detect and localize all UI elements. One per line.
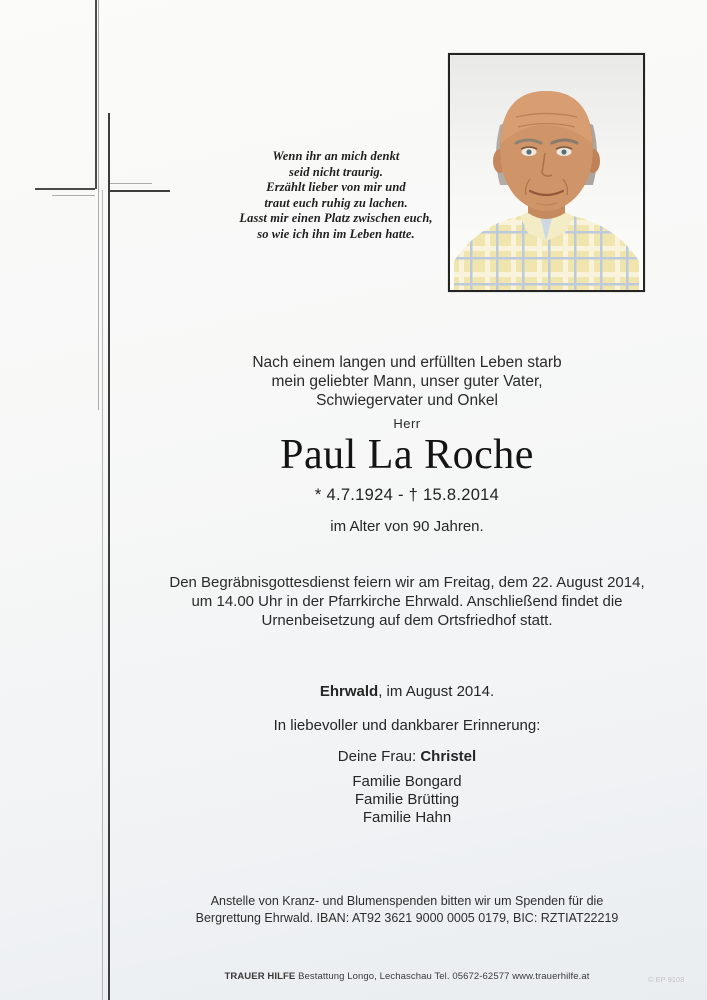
family-item: Familie Hahn: [362, 809, 452, 827]
wife-name: Christel: [420, 748, 477, 765]
intro-line: mein geliebter Mann, unser guter Vater,: [271, 372, 543, 390]
poem-line: Lasst mir einen Platz zwischen euch,: [239, 211, 433, 226]
intro-line: Nach einem langen und erfüllten Leben starb: [252, 354, 562, 371]
poem-line: seid nicht traurig.: [289, 164, 383, 179]
place-date-rest: , im August 2014.: [378, 683, 495, 700]
age-line: im Alter von 90 Jahren.: [330, 518, 484, 535]
cross-vertical-line-dark: [108, 113, 110, 1000]
service-line: Den Begräbnisgottesdienst feiern wir am Freitag, dem 22. August 2014,: [169, 574, 645, 591]
wife-line: [107, 748, 707, 765]
remembrance-line: In liebevoller und dankbarer Erinnerung:: [273, 717, 541, 734]
funeral-home-brand: TRAUER HILFE: [224, 971, 296, 982]
family-item: Familie Bongard: [352, 773, 462, 790]
place-date-line: [107, 683, 707, 700]
announcement-intro: [107, 354, 707, 410]
cross-vertical-line-light: [102, 190, 103, 1000]
salutation: Herr: [393, 416, 421, 431]
cross-horizontal-right-shadow: [110, 183, 152, 184]
donation-line: Anstelle von Kranz- und Blumenspenden bitten wir um Spenden für die: [210, 894, 604, 908]
cross-horizontal-right: [110, 190, 170, 192]
funeral-home-info: Bestattung Longo, Lechaschau Tel. 05672-62577 www.trauerhilfe.at: [295, 971, 590, 982]
funeral-home-footer: [107, 971, 707, 982]
intro-line: Schwiegervater und Onkel: [316, 391, 498, 409]
cross-vertical-line-shadow: [98, 0, 99, 410]
poem-line: so wie ich ihn im Leben hatte.: [257, 226, 415, 241]
cross-horizontal-left: [35, 188, 95, 190]
cross-horizontal-left-shadow: [52, 195, 95, 196]
memorial-poem: [186, 149, 486, 243]
life-dates: * 4.7.1924 - † 15.8.2014: [314, 486, 500, 504]
family-item: Familie Brütting: [354, 791, 460, 809]
deceased-name: Paul La Roche: [280, 432, 534, 478]
family-list: [107, 773, 707, 828]
service-details: [107, 574, 707, 630]
service-line: Urnenbeisetzung auf dem Ortsfriedhof statt.: [261, 611, 553, 629]
cross-vertical-line: [95, 0, 97, 189]
poem-line: traut euch ruhig zu lachen.: [264, 195, 408, 210]
donation-line: Bergrettung Ehrwald. IBAN: AT92 3621 9000 0005 0179, BIC: RZTIAT22219: [195, 911, 619, 925]
place-name: Ehrwald: [319, 683, 379, 700]
poem-line: Erzählt lieber von mir und: [266, 180, 406, 195]
service-line: um 14.00 Uhr in der Pfarrkirche Ehrwald. Anschließend findet die: [191, 592, 623, 610]
wife-label: Deine Frau:: [337, 748, 421, 765]
print-code: © EP 9108: [648, 975, 685, 984]
donation-note: [107, 893, 707, 927]
poem-line: Wenn ihr an mich denkt: [272, 149, 400, 163]
